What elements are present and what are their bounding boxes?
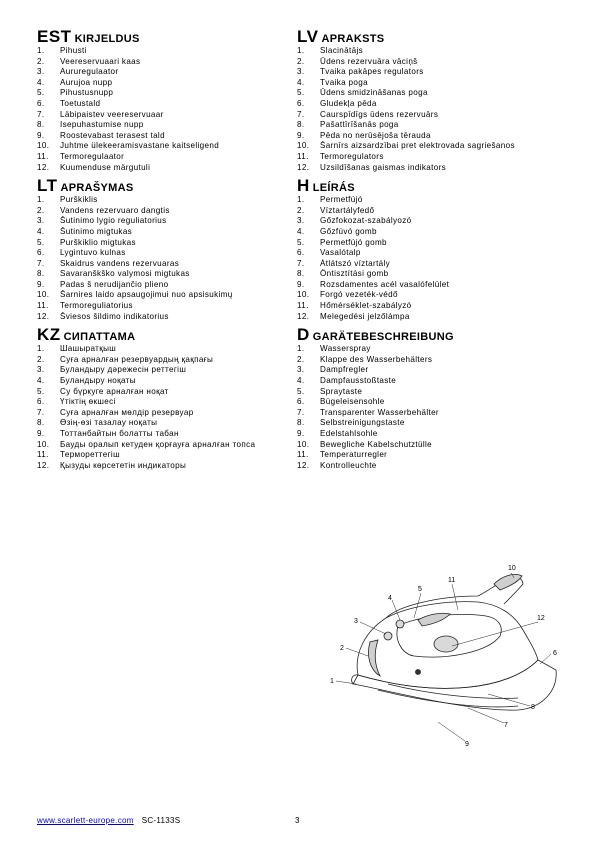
- list-item: [297, 248, 582, 259]
- item-number: 11.: [37, 450, 49, 460]
- item-label: Purškiklis: [60, 195, 98, 205]
- callout-12: 12: [537, 615, 545, 622]
- item-label: Edelstahlsohle: [320, 429, 378, 438]
- item-label: Aurujoa nupp: [60, 77, 113, 87]
- list-item: [297, 365, 582, 376]
- item-label: Purškiklio migtukas: [60, 237, 136, 247]
- item-number: 8.: [37, 120, 45, 130]
- list-item: [37, 408, 302, 419]
- handle-grip: [418, 613, 450, 626]
- item-label: Vasalótalp: [320, 248, 361, 258]
- list-item: [37, 280, 302, 291]
- item-label: Үтіктің өкшесі: [60, 397, 116, 407]
- iron-diagram: [318, 560, 568, 750]
- item-number: 3.: [297, 365, 305, 375]
- item-label: Termoreguliatorius: [60, 301, 133, 311]
- language-code: D: [297, 325, 310, 345]
- item-label: Tvaika pakāpes regulators: [320, 67, 424, 77]
- item-number: 4.: [297, 376, 305, 386]
- list-item: [37, 216, 302, 227]
- section-heading: [37, 326, 302, 343]
- list-item: [37, 376, 302, 387]
- item-number: 2.: [37, 354, 45, 364]
- item-label: Šutinimo lygio reguliatorius: [60, 216, 167, 226]
- item-label: Термореттегіш: [60, 450, 120, 460]
- item-label: Суға арналған резервуардың қақпағы: [60, 354, 214, 364]
- list-item: [37, 206, 302, 217]
- item-label: Өзің-өзі тазалау ноқаты: [60, 418, 158, 428]
- callout-7: 7: [504, 722, 508, 729]
- list-item: [37, 57, 302, 68]
- item-label: Melegedési jelzőlámpa: [320, 311, 410, 321]
- list-item: [37, 120, 302, 131]
- item-label: Kuumenduse märgutuli: [60, 162, 151, 172]
- item-number: 8.: [297, 269, 305, 279]
- item-number: 9.: [37, 130, 45, 140]
- page-number: 3: [295, 816, 300, 825]
- item-number: 7.: [37, 407, 45, 417]
- item-label: Padas š nerudijančio plieno: [60, 279, 169, 289]
- item-label: Pihustusnupp: [60, 88, 114, 98]
- item-label: Termoregulaator: [60, 151, 125, 161]
- list-item: [37, 461, 302, 472]
- item-label: Skaidrus vandens rezervuaras: [60, 258, 180, 268]
- section-lv: [297, 28, 582, 173]
- item-number: 2.: [37, 56, 45, 66]
- item-label: Шашыратқыш: [60, 344, 117, 354]
- list-item: [37, 365, 302, 376]
- callout-5: 5: [418, 586, 422, 593]
- section-title: LEÍRÁS: [312, 182, 355, 195]
- item-number: 2.: [297, 354, 305, 364]
- callout-line-2: [346, 648, 368, 656]
- item-label: Caurspīdīgs ūdens rezervuārs: [320, 109, 439, 119]
- list-item: [297, 418, 582, 429]
- section-title: APRAKSTS: [321, 33, 385, 45]
- list-item: [297, 78, 582, 89]
- item-label: Буландыру дәрежесін реттегіш: [60, 365, 187, 375]
- item-number: 1.: [297, 344, 305, 354]
- model-number: SC-1133S: [141, 816, 181, 825]
- list-item: [297, 355, 582, 366]
- callout-4: 4: [388, 595, 392, 602]
- list-item: [297, 450, 582, 461]
- item-label: Savaranškško valymosi migtukas: [60, 269, 190, 279]
- list-item: [297, 131, 582, 142]
- item-number: 3.: [37, 67, 45, 77]
- item-label: Aururegulaator: [60, 67, 119, 77]
- item-label: Gőzfokozat-szabályozó: [320, 216, 412, 226]
- item-label: Bewegliche Kabelschutztülle: [320, 439, 433, 449]
- callout-8: 8: [531, 704, 535, 711]
- section-title: APRAŠYMAS: [60, 182, 134, 195]
- item-label: Rozsdamentes acél vasalófelület: [320, 279, 450, 289]
- item-number: 6.: [297, 98, 305, 108]
- item-number: 6.: [37, 248, 45, 258]
- item-label: Dampfausstoßtaste: [320, 376, 397, 386]
- list-item: [37, 259, 302, 270]
- list-item: [297, 206, 582, 217]
- item-label: Kontrolleuchte: [320, 460, 377, 470]
- language-code: EST: [37, 27, 72, 46]
- list-item: [37, 418, 302, 429]
- item-number: 4.: [37, 77, 45, 87]
- list-item: [297, 141, 582, 152]
- right-column: [297, 28, 582, 475]
- item-label: Šarnires laido apsaugojimui nuo apsisukimų: [60, 290, 233, 300]
- item-label: Spraytaste: [320, 386, 363, 396]
- item-label: Šviesos šildimo indikatorius: [60, 311, 169, 321]
- list-item: [297, 216, 582, 227]
- parts-list: [37, 344, 302, 471]
- item-label: Pēda no nerūsējoša tērauda: [320, 130, 431, 140]
- list-item: [297, 397, 582, 408]
- section-title: СИПАТТАМА: [63, 331, 136, 344]
- item-number: 1.: [297, 195, 305, 205]
- item-label: Isepuhastumise nupp: [60, 120, 144, 130]
- item-number: 12.: [297, 460, 310, 470]
- list-item: [297, 120, 582, 131]
- item-label: Tvaika poga: [320, 77, 368, 87]
- list-item: [37, 238, 302, 249]
- item-label: Тоттанбайтын болатты табан: [60, 429, 179, 438]
- item-number: 12.: [37, 162, 50, 172]
- list-item: [37, 141, 302, 152]
- item-number: 9.: [37, 279, 45, 289]
- item-label: Veereservuaari kaas: [60, 56, 141, 66]
- item-number: 3.: [37, 216, 45, 226]
- list-item: [297, 429, 582, 440]
- list-item: [37, 110, 302, 121]
- list-item: [37, 78, 302, 89]
- item-label: Gludekļa pēda: [320, 98, 377, 108]
- item-number: 12.: [297, 311, 310, 321]
- item-label: Šutinimo migtukas: [60, 226, 133, 236]
- steam-button: [396, 620, 404, 628]
- cord-guard: [494, 574, 522, 590]
- section-d: [297, 326, 582, 471]
- item-label: Termoregulators: [320, 151, 384, 161]
- item-label: Toetustald: [60, 98, 101, 108]
- item-number: 4.: [37, 226, 45, 236]
- item-label: Gőzfúvó gomb: [320, 226, 377, 236]
- list-item: [297, 46, 582, 57]
- list-item: [297, 408, 582, 419]
- section-title: GARÄTEBESCHREIBUNG: [312, 331, 454, 344]
- section-heading: [37, 28, 302, 45]
- list-item: [37, 248, 302, 259]
- item-number: 5.: [37, 88, 45, 98]
- item-label: Бауды оралып кетуден қорғауға арналған топса: [60, 439, 256, 449]
- item-number: 3.: [297, 67, 305, 77]
- item-number: 6.: [37, 98, 45, 108]
- item-number: 8.: [297, 120, 305, 130]
- section-heading: [37, 177, 302, 194]
- list-item: [297, 88, 582, 99]
- item-number: 11.: [297, 301, 309, 311]
- website-link[interactable]: www.scarlett-europe.com: [37, 816, 134, 825]
- item-number: 2.: [37, 205, 45, 215]
- list-item: [37, 67, 302, 78]
- section-est: [37, 28, 302, 173]
- section-kz: [37, 326, 302, 471]
- item-number: 9.: [297, 130, 305, 140]
- item-label: Transparenter Wasserbehälter: [320, 407, 439, 417]
- item-label: Roostevabast terasest tald: [60, 130, 165, 140]
- item-number: 1.: [297, 46, 305, 55]
- list-item: [37, 450, 302, 461]
- item-label: Ūdens rezervuāra vāciņš: [320, 56, 418, 66]
- parts-list: [37, 46, 302, 173]
- list-item: [37, 88, 302, 99]
- item-number: 5.: [37, 386, 45, 396]
- list-item: [297, 387, 582, 398]
- list-item: [297, 280, 582, 291]
- page-footer: [37, 816, 300, 825]
- item-label: Lygintuvo kulnas: [60, 248, 126, 258]
- list-item: [37, 355, 302, 366]
- list-item: [37, 269, 302, 280]
- callout-line-5: [414, 593, 421, 618]
- list-item: [297, 301, 582, 312]
- callout-line-7: [468, 708, 504, 723]
- list-item: [37, 99, 302, 110]
- temperature-dial: [434, 636, 458, 652]
- callout-11: 11: [448, 577, 456, 584]
- section-heading: [297, 326, 582, 343]
- item-label: Permetfújó gomb: [320, 237, 387, 247]
- callout-3: 3: [354, 618, 358, 625]
- item-label: Bügeleisensohle: [320, 397, 385, 407]
- item-label: Hőmérséklet-szabályzó: [320, 301, 412, 311]
- callout-line-9: [438, 722, 465, 741]
- item-label: Буландыру ноқаты: [60, 376, 136, 386]
- list-item: [37, 429, 302, 440]
- left-column: [37, 28, 302, 475]
- item-number: 3.: [37, 365, 45, 375]
- list-item: [297, 376, 582, 387]
- item-number: 4.: [297, 77, 305, 87]
- list-item: [297, 227, 582, 238]
- item-label: Dampfregler: [320, 365, 369, 375]
- item-label: Slacinātājs: [320, 46, 363, 55]
- list-item: [37, 195, 302, 206]
- item-number: 7.: [37, 109, 45, 119]
- list-item: [297, 461, 582, 472]
- item-number: 5.: [297, 386, 305, 396]
- list-item: [37, 301, 302, 312]
- item-label: Klappe des Wasserbehälters: [320, 354, 433, 364]
- list-item: [37, 440, 302, 451]
- item-label: Víztartályfedő: [320, 205, 375, 215]
- callout-1: 1: [330, 678, 334, 685]
- list-item: [37, 290, 302, 301]
- list-item: [37, 227, 302, 238]
- section-heading: [297, 28, 582, 45]
- list-item: [37, 387, 302, 398]
- item-number: 11.: [297, 450, 309, 460]
- item-number: 11.: [297, 151, 309, 161]
- language-code: H: [297, 176, 310, 196]
- item-label: Uzsildīšanas gaismas indikators: [320, 162, 447, 172]
- item-number: 7.: [297, 109, 305, 119]
- parts-list: [297, 195, 582, 322]
- callout-6: 6: [553, 650, 557, 657]
- item-label: Vandens rezervuaro dangtis: [60, 205, 170, 215]
- item-number: 1.: [37, 195, 45, 205]
- list-item: [297, 195, 582, 206]
- item-number: 10.: [37, 141, 50, 151]
- item-label: Selbstreinigungstaste: [320, 418, 405, 428]
- parts-list: [37, 195, 302, 322]
- item-number: 10.: [297, 141, 310, 151]
- section-h: [297, 177, 582, 322]
- item-number: 8.: [37, 269, 45, 279]
- list-item: [37, 397, 302, 408]
- item-number: 7.: [297, 258, 305, 268]
- item-number: 2.: [297, 56, 305, 66]
- list-item: [37, 131, 302, 142]
- section-title: KIRJELDUS: [74, 33, 140, 45]
- item-number: 6.: [297, 397, 305, 407]
- list-item: [297, 152, 582, 163]
- indicator-light: [416, 670, 421, 675]
- list-item: [297, 57, 582, 68]
- item-label: Forgó vezeték-védő: [320, 290, 398, 300]
- list-item: [297, 238, 582, 249]
- list-item: [297, 269, 582, 280]
- list-item: [297, 312, 582, 323]
- callout-10: 10: [508, 565, 516, 572]
- item-label: Temperaturregler: [320, 450, 388, 460]
- water-tank: [368, 640, 380, 676]
- item-number: 5.: [297, 237, 305, 247]
- parts-list: [297, 344, 582, 471]
- item-number: 7.: [37, 258, 45, 268]
- item-label: Қызуды көрсететін индикаторы: [60, 460, 187, 470]
- item-number: 10.: [297, 439, 310, 449]
- item-label: Permetfújó: [320, 195, 363, 205]
- item-label: Pašattīrīšanās poga: [320, 120, 399, 130]
- list-item: [297, 67, 582, 78]
- list-item: [37, 152, 302, 163]
- iron-soleplate: [353, 660, 556, 710]
- language-code: LT: [37, 176, 58, 196]
- list-item: [297, 99, 582, 110]
- list-item: [297, 163, 582, 174]
- callout-line-3: [360, 622, 386, 634]
- item-number: 8.: [37, 418, 45, 428]
- item-number: 3.: [297, 216, 305, 226]
- language-code: LV: [297, 27, 319, 46]
- item-number: 12.: [37, 311, 50, 321]
- item-label: Wasserspray: [320, 344, 371, 354]
- item-number: 9.: [297, 279, 305, 289]
- list-item: [37, 163, 302, 174]
- spray-button: [384, 632, 392, 640]
- item-number: 8.: [297, 418, 305, 428]
- callout-line-1: [336, 681, 356, 684]
- item-number: 1.: [37, 46, 45, 55]
- item-number: 5.: [297, 88, 305, 98]
- item-number: 7.: [297, 407, 305, 417]
- item-label: Öntisztítási gomb: [320, 269, 389, 279]
- item-number: 10.: [37, 290, 50, 300]
- item-number: 5.: [37, 237, 45, 247]
- iron-illustration: [352, 574, 557, 710]
- callout-line-8: [488, 694, 530, 706]
- list-item: [37, 344, 302, 355]
- language-code: KZ: [37, 325, 61, 345]
- item-label: Läbipaistev veereservuaar: [60, 109, 164, 119]
- item-number: 4.: [37, 376, 45, 386]
- callout-9: 9: [465, 741, 469, 748]
- item-label: Суға арналған мөлдір резервуар: [60, 407, 194, 417]
- item-label: Pihusti: [60, 46, 87, 55]
- item-number: 11.: [37, 151, 49, 161]
- item-number: 11.: [37, 301, 49, 311]
- item-label: Šarnīrs aizsardzībai pret elektrovada sagriešanos: [320, 141, 515, 151]
- item-number: 10.: [37, 439, 50, 449]
- list-item: [297, 290, 582, 301]
- item-number: 4.: [297, 226, 305, 236]
- item-number: 2.: [297, 205, 305, 215]
- item-label: Juhtme ülekeeramisvastane kaitseligend: [60, 141, 220, 151]
- list-item: [297, 440, 582, 451]
- list-item: [37, 46, 302, 57]
- list-item: [297, 110, 582, 121]
- item-number: 12.: [37, 460, 50, 470]
- item-number: 9.: [37, 429, 45, 438]
- parts-list: [297, 46, 582, 173]
- section-lt: [37, 177, 302, 322]
- list-item: [297, 259, 582, 270]
- callout-line-6: [540, 654, 551, 664]
- item-number: 10.: [297, 290, 310, 300]
- item-number: 12.: [297, 162, 310, 172]
- item-number: 1.: [37, 344, 45, 354]
- item-number: 6.: [37, 397, 45, 407]
- callout-2: 2: [340, 645, 344, 652]
- item-label: Ūdens smidzināšanas poga: [320, 88, 428, 98]
- section-heading: [297, 177, 582, 194]
- item-number: 6.: [297, 248, 305, 258]
- item-label: Су бүркуге арналған ноқат: [60, 386, 169, 396]
- item-number: 9.: [297, 429, 305, 438]
- list-item: [37, 312, 302, 323]
- item-label: Átlátszó víztartály: [320, 258, 391, 268]
